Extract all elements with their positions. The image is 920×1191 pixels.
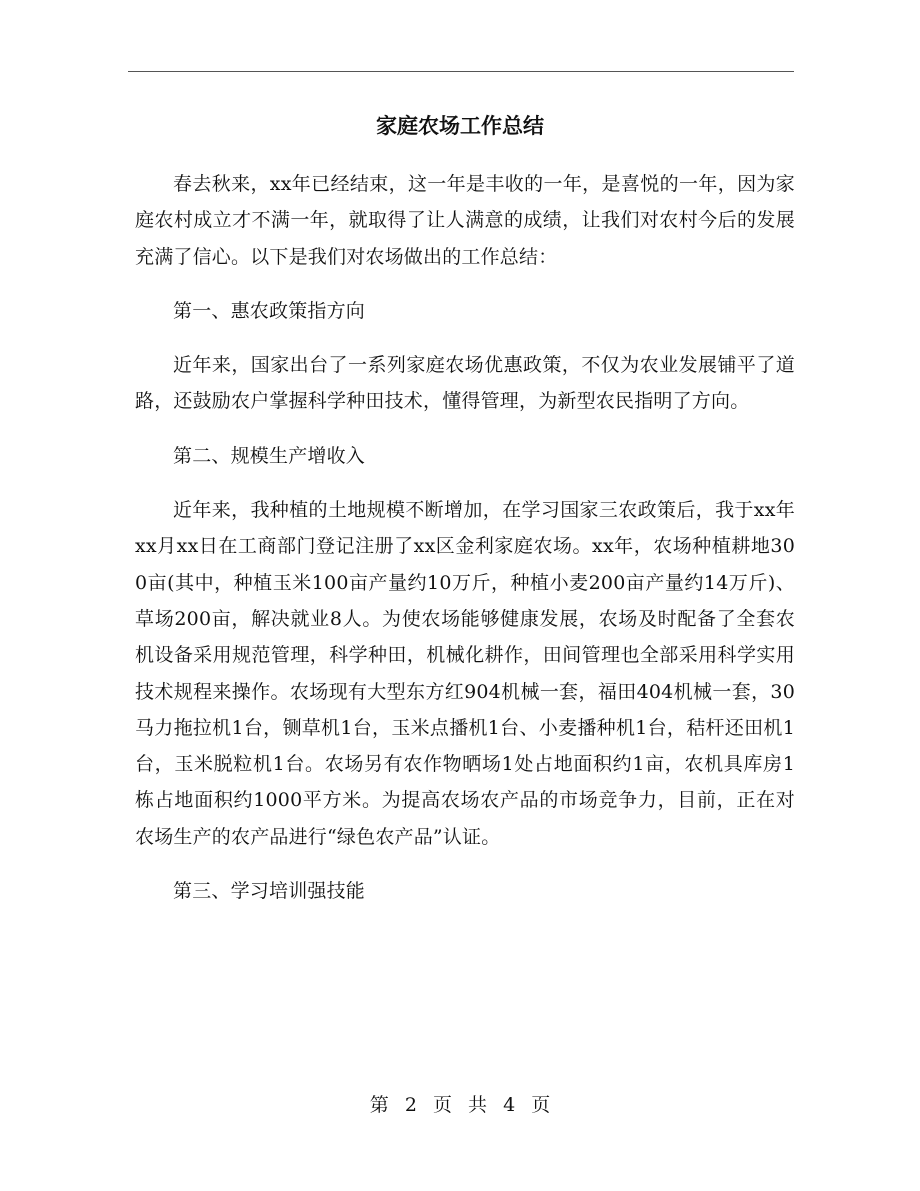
section-heading-2: 第二、规模生产增收入 [173, 444, 366, 467]
section-heading-3: 第三、学习培训强技能 [173, 880, 366, 903]
section-2-paragraph: 近年来，我种植的土地规模不断增加，在学习国家三农政策后，我于xx年xx月xx日在工商部门登记注册了xx区金利家庭农场。xx年，农场种植耕地300亩(其中，种植玉米100亩产量约10万斤，种植小麦200亩产量约14万斤)、草场200亩，解决就业8人。为使农场能够健康发展，农场及时配备了全套农机设备采用规范管理，科学种田，机械化耕作，田间管理也全部采用科学实用技术规程来操作。农场现有大型东方红904机械一套，福田404机械一套，30马力拖拉机1台，铡草机1台，玉米点播机1台、小麦播种机1台，秸杆还田机1台，玉米脱粒机1台。农场另有农作物晒场1处占地面积约1亩，农机具库房1栋占地面积约1000平方米。为提高农场农产品的市场竞争力，目前，正在对农场生产的农产品进行“绿色农产品”认证。 [135, 499, 795, 848]
section-1-paragraph: 近年来，国家出台了一系列家庭农场优惠政策，不仅为农业发展铺平了道路，还鼓励农户掌握科学种田技术，懂得管理，为新型农民指明了方向。 [135, 354, 795, 413]
footer-page-word: 页 [432, 1094, 452, 1116]
footer-current-page: 2 [404, 1094, 417, 1116]
page-footer [0, 1090, 920, 1120]
footer-suffix: 页 [531, 1094, 551, 1116]
document-title: 家庭农场工作总结 [376, 113, 544, 138]
header-rule [128, 71, 794, 72]
intro-paragraph: 春去秋来，xx年已经结束，这一年是丰收的一年，是喜悦的一年，因为家庭农村成立才不满一年，就取得了让人满意的成绩，让我们对农村今后的发展充满了信心。以下是我们对农场做出的工作总结： [135, 173, 795, 268]
footer-total-pages: 4 [503, 1094, 516, 1116]
footer-prefix: 第 [369, 1094, 389, 1116]
document-body [135, 166, 795, 927]
section-heading-1: 第一、惠农政策指方向 [173, 299, 366, 322]
footer-total-word: 共 [468, 1094, 488, 1116]
